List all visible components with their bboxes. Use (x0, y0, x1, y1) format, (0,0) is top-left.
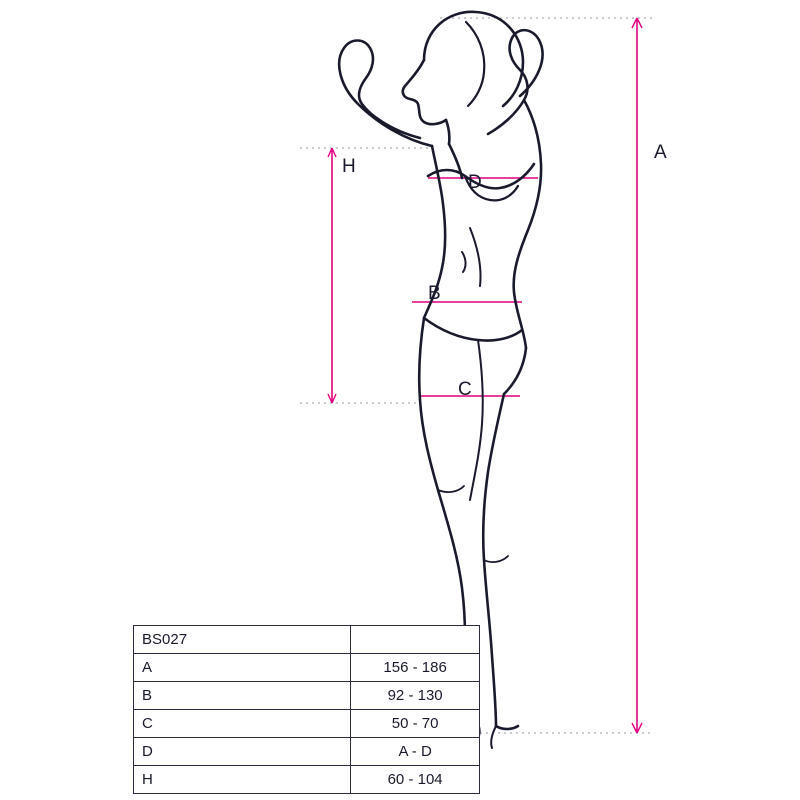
size-table (133, 625, 480, 794)
label-B: B (428, 283, 441, 304)
table-row (134, 766, 480, 794)
row-label-b: B (134, 682, 351, 710)
table-code-cell: BS027 (134, 626, 351, 654)
table-header-value-cell (351, 626, 480, 654)
row-label-a: A (134, 654, 351, 682)
label-H: H (342, 156, 356, 177)
row-label-d: D (134, 738, 351, 766)
row-value-b: 92 - 130 (351, 682, 480, 710)
table-row (134, 710, 480, 738)
label-C: C (458, 379, 472, 400)
row-label-c: C (134, 710, 351, 738)
label-D: D (468, 172, 482, 193)
label-A: A (654, 142, 667, 163)
table-header-row (134, 626, 480, 654)
row-value-a: 156 - 186 (351, 654, 480, 682)
table-row (134, 682, 480, 710)
row-value-h: 60 - 104 (351, 766, 480, 794)
row-value-d: A - D (351, 738, 480, 766)
table-row (134, 654, 480, 682)
row-label-h: H (134, 766, 351, 794)
table-row (134, 738, 480, 766)
row-value-c: 50 - 70 (351, 710, 480, 738)
